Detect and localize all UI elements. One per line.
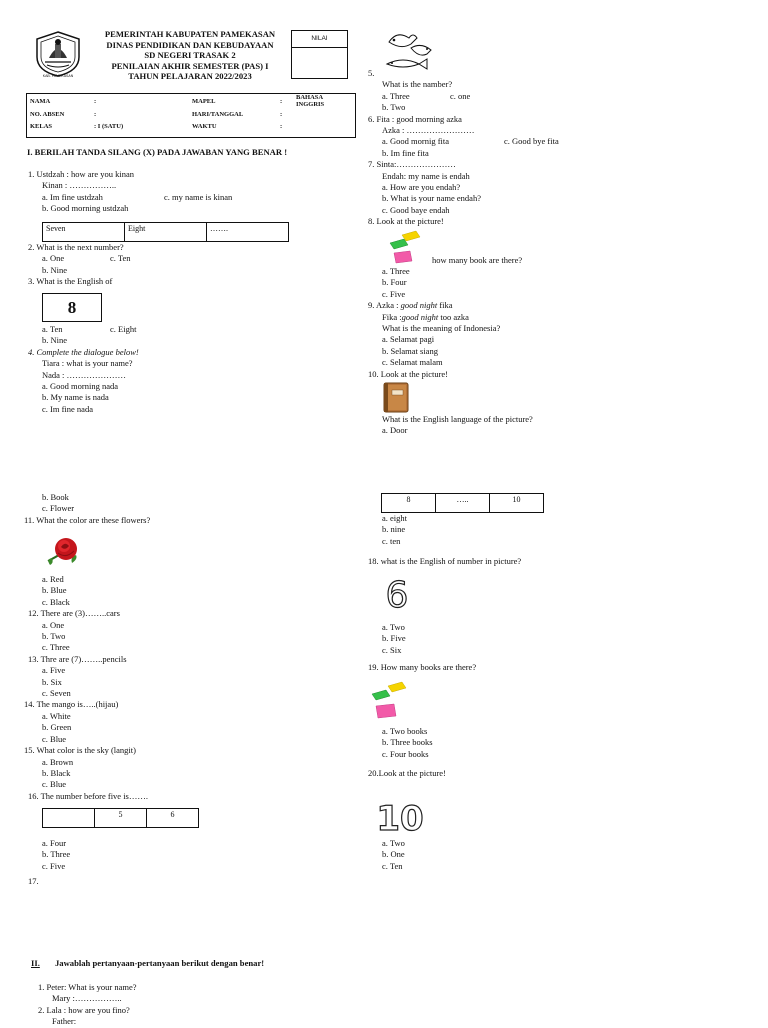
info-label: MAPEL xyxy=(192,97,216,105)
sequence-cell: 10 xyxy=(490,493,544,513)
section-2-title xyxy=(31,958,264,968)
q8-question: 8. Look at the picture! xyxy=(368,216,444,227)
info-value[interactable]: BAHASA INGGRIS xyxy=(296,94,325,108)
right-column-q19-q20 xyxy=(368,726,758,780)
q14-option-c[interactable]: c. Blue xyxy=(42,733,67,744)
q19-question: 19. How many books are there? xyxy=(368,662,477,673)
q7-option-b[interactable]: b. What is your name endah? xyxy=(382,193,481,204)
q13-question: 13. Thre are (7)……..pencils xyxy=(28,653,127,664)
info-row xyxy=(27,108,355,120)
q2-question: 2. What is the next number? xyxy=(28,242,124,252)
q10-option-c[interactable]: c. Flower xyxy=(42,503,75,514)
q13-option-a[interactable]: a. Five xyxy=(42,665,66,676)
section-2-questions xyxy=(38,982,368,1028)
book-image-q10 xyxy=(381,381,411,414)
q3-question: 3. What is the English of xyxy=(28,276,113,287)
q17-number: 17. xyxy=(28,876,39,887)
q16-number-sequence xyxy=(42,808,199,828)
q20-option-b[interactable]: b. One xyxy=(382,849,405,860)
info-colon: : xyxy=(280,122,283,130)
section-1-title: I. BERILAH TANDA SILANG (X) PADA JAWABAN YANG BENAR ! xyxy=(27,147,288,157)
q10-question-2: What is the English language of the picture? xyxy=(382,414,533,424)
info-value[interactable]: : xyxy=(94,110,97,118)
left-column-q11-q16 xyxy=(24,574,358,802)
q13-option-c[interactable]: c. Seven xyxy=(42,688,71,699)
school-header xyxy=(90,29,290,82)
q11-option-c[interactable]: c. Black xyxy=(42,596,70,607)
q3-option-a[interactable] xyxy=(28,324,358,335)
q11-question: 11. What the color are these flowers? xyxy=(24,514,151,525)
q4-option-b[interactable]: b. My name is nada xyxy=(42,392,109,403)
q7-line-2: Endah: my name is endah xyxy=(382,170,470,181)
q20-question: 20.Look at the picture! xyxy=(368,768,446,779)
sequence-cell: 6 xyxy=(147,808,199,828)
student-info-table xyxy=(26,93,356,138)
q10-option-b[interactable]: b. Book xyxy=(42,492,69,502)
info-label: KELAS xyxy=(30,122,53,130)
q3-q4-block xyxy=(28,324,358,415)
q4-question: 4. Complete the dialogue below! xyxy=(28,346,139,357)
q20-number: 10 xyxy=(376,799,424,839)
q7-option-a[interactable]: a. How are you endah? xyxy=(382,182,461,193)
header-line-5: TAHUN PELAJARAN 2022/2023 xyxy=(128,71,252,81)
fish-image xyxy=(383,28,435,72)
q16-option-c[interactable]: c. Five xyxy=(42,860,66,871)
books-image-q19 xyxy=(370,682,414,722)
q17-number-sequence xyxy=(381,493,544,513)
q8-option-b[interactable]: b. Four xyxy=(382,277,407,288)
q6-line-2: Azka : …………………… xyxy=(382,125,475,136)
header-line-4: PENILAIAN AKHIR SEMESTER (PAS) I xyxy=(111,60,269,71)
right-column-q17-q18 xyxy=(368,513,758,568)
q1-option-a[interactable] xyxy=(28,192,358,203)
q9-option-a[interactable]: a. Selamat pagi xyxy=(382,334,435,345)
number-ten-image xyxy=(376,788,424,839)
essay-q2: 2. Lala : how are you fino? xyxy=(38,1004,130,1015)
q5-option-a-text: a. Three xyxy=(382,90,410,101)
q16-options xyxy=(28,838,358,888)
q15-option-a[interactable]: a. Brown xyxy=(42,756,74,767)
score-label: NILAI xyxy=(292,31,347,48)
q9-option-b[interactable]: b. Selamat siang xyxy=(382,345,438,356)
q14-question: 14. The mango is…..(hijau) xyxy=(24,699,119,710)
header-line-2: DINAS PENDIDIKAN DAN KEBUDAYAAN xyxy=(106,39,274,50)
q1-option-b[interactable]: b. Good morning ustdzah xyxy=(42,203,129,214)
info-colon: : xyxy=(280,110,283,118)
q12-option-c[interactable]: c. Three xyxy=(42,642,70,653)
info-label: NO. ABSEN xyxy=(30,110,65,118)
q6-line-1: 6. Fita : good morning azka xyxy=(368,113,462,124)
q10-option-a[interactable]: a. Door xyxy=(382,425,408,436)
q12-option-b[interactable]: b. Two xyxy=(42,631,66,642)
q2-option-a-text: a. One xyxy=(42,253,65,264)
sequence-cell[interactable]: ……. xyxy=(207,222,289,242)
sequence-cell[interactable] xyxy=(42,808,95,828)
q4-option-c[interactable]: c. Im fine nada xyxy=(42,403,93,414)
right-column-q10-options xyxy=(368,414,758,437)
right-column-q18-q19 xyxy=(368,622,758,674)
section-2-text: Jawablah pertanyaan-pertanyaan berikut dengan benar! xyxy=(55,958,265,968)
q3-option-c[interactable]: c. Eight xyxy=(110,324,137,334)
q7-option-c[interactable]: c. Good baye endah xyxy=(382,204,450,215)
logo-caption: KAB. PAMEKASAN xyxy=(42,74,74,78)
q6-option-b[interactable]: b. Im fine fita xyxy=(382,147,429,158)
q3-number: 8 xyxy=(67,298,77,317)
q11-option-b[interactable]: b. Blue xyxy=(42,585,67,596)
q14-option-b[interactable]: b. Green xyxy=(42,722,72,733)
info-value[interactable]: : I (SATU) xyxy=(94,122,124,130)
q16-option-b[interactable]: b. Three xyxy=(42,849,71,860)
q14-option-a[interactable]: a. White xyxy=(42,710,71,721)
q11-option-a[interactable]: a. Red xyxy=(42,574,64,584)
q15-option-b[interactable]: b. Black xyxy=(42,767,71,778)
sequence-cell[interactable]: ….. xyxy=(436,493,490,513)
info-label: NAMA xyxy=(30,97,51,105)
q1-option-a-text: a. Im fine ustdzah xyxy=(42,191,103,202)
q18-option-a[interactable]: a. Two xyxy=(382,622,405,632)
q12-question: 12. There are (3)……..cars xyxy=(28,608,120,619)
q2-option-c[interactable]: c. Ten xyxy=(110,253,131,264)
essay-q1-answer[interactable]: Mary :…………….. xyxy=(52,993,122,1004)
q19-option-a[interactable]: a. Two books xyxy=(382,726,428,736)
q4-dialogue-1: Tiara : what is your name? xyxy=(42,358,133,369)
q20-option-c[interactable]: c. Ten xyxy=(382,860,403,871)
q1-line-2: Kinan : …………….. xyxy=(42,180,117,191)
rose-image xyxy=(42,531,84,571)
sequence-cell: Seven xyxy=(42,222,125,242)
q8-option-a[interactable]: a. Three xyxy=(382,266,410,276)
q7-line-1: 7. Sinta:………………… xyxy=(368,159,456,170)
q2-option-b[interactable]: b. Nine xyxy=(42,264,68,275)
q1-option-c[interactable]: c. my name is kinan xyxy=(164,191,233,202)
q3-option-b[interactable]: b. Nine xyxy=(42,335,68,346)
q8-option-c[interactable]: c. Five xyxy=(382,288,406,299)
info-label: HARI/TANGGAL xyxy=(192,110,244,118)
q4-dialogue-2: Nada : ………………… xyxy=(42,369,127,380)
info-value[interactable]: : xyxy=(94,97,97,105)
books-image-q8 xyxy=(388,229,432,265)
q5-number: 5. xyxy=(368,68,375,78)
q9-line-3: What is the meaning of Indonesia? xyxy=(382,323,501,334)
score-box[interactable] xyxy=(291,30,348,79)
info-label: WAKTU xyxy=(192,122,217,130)
q12-option-a[interactable]: a. One xyxy=(42,619,65,630)
info-colon: : xyxy=(280,97,283,105)
q16-question: 16. The number before five is……. xyxy=(28,790,148,801)
info-value[interactable] xyxy=(293,108,355,120)
q17-option-c[interactable]: c. ten xyxy=(382,535,401,546)
sequence-cell: 8 xyxy=(381,493,436,513)
q6-option-a[interactable] xyxy=(368,136,758,147)
q1-line-1: 1. Ustdzah : how are you kinan xyxy=(28,169,134,179)
q20-option-a[interactable]: a. Two xyxy=(382,838,405,848)
q19-option-c[interactable]: c. Four books xyxy=(382,748,429,759)
q6-option-c[interactable]: c. Good bye fita xyxy=(504,136,559,147)
q15-question: 15. What color is the sky (langit) xyxy=(24,745,136,756)
q2-number-sequence xyxy=(42,222,289,242)
q13-option-b[interactable]: b. Six xyxy=(42,676,62,687)
info-row xyxy=(27,120,355,132)
q10-question: 10. Look at the picture! xyxy=(368,368,449,379)
q5-option-b[interactable]: b. Two xyxy=(382,102,406,113)
q2-option-a[interactable] xyxy=(28,253,358,264)
q9-option-c[interactable]: c. Selamat malam xyxy=(382,357,443,368)
q8-side-question: how many book are there? xyxy=(432,255,523,265)
q17-option-b[interactable]: b. nine xyxy=(382,524,406,535)
right-column-q8-q10 xyxy=(368,266,758,380)
q16-option-a[interactable]: a. Four xyxy=(42,838,67,848)
left-column-bottom xyxy=(24,492,358,526)
q2-block xyxy=(28,242,358,288)
q15-option-c[interactable]: c. Blue xyxy=(42,779,67,790)
info-value[interactable] xyxy=(293,120,355,132)
q18-option-b[interactable]: b. Five xyxy=(382,633,406,644)
q3-number-card xyxy=(42,293,102,322)
right-column-q5-q8 xyxy=(368,68,758,228)
left-column-top xyxy=(28,169,358,215)
sequence-cell: 5 xyxy=(95,808,147,828)
q4-option-a[interactable]: a. Good morning nada xyxy=(42,381,119,392)
q17-option-a[interactable]: a. eight xyxy=(382,513,408,523)
q18-number: 6 xyxy=(385,575,409,616)
section-2-number: II. xyxy=(31,958,40,968)
essay-q1: 1. Peter: What is your name? xyxy=(38,982,137,992)
sequence-cell: Eight xyxy=(125,222,207,242)
q3-option-a-text: a. Ten xyxy=(42,324,63,334)
q9-line-2: Fika :good night too azka xyxy=(382,311,469,322)
info-row xyxy=(27,94,355,108)
essay-q2-answer[interactable]: Father: xyxy=(52,1016,77,1027)
header-line-3: SD NEGERI TRASAK 2 xyxy=(144,50,236,60)
q5-option-a[interactable] xyxy=(368,91,758,102)
q18-question: 18. what is the English of number in picture? xyxy=(368,556,522,567)
q5-option-c[interactable]: c. one xyxy=(450,90,471,101)
q6-option-a-text: a. Good mornig fita xyxy=(382,136,450,147)
q18-option-c[interactable]: c. Six xyxy=(382,644,402,655)
q9-line-1: 9. Azka : good night fika xyxy=(368,300,453,311)
header-line-1: PEMERINTAH KABUPATEN PAMEKASAN xyxy=(104,29,276,39)
q19-option-b[interactable]: b. Three books xyxy=(382,737,433,748)
number-six-image xyxy=(382,574,412,616)
school-logo xyxy=(31,30,85,78)
q5-question: What is the namber? xyxy=(382,79,453,90)
right-column-q20-options xyxy=(368,838,758,872)
